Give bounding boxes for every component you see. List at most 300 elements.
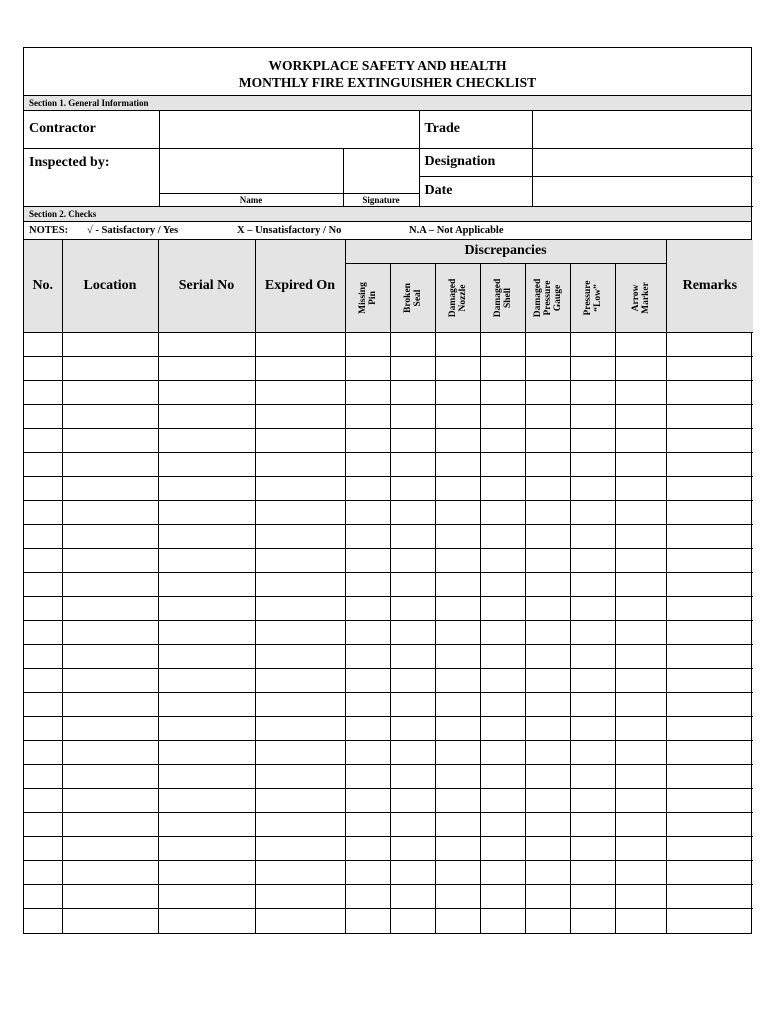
cell-remarks[interactable] xyxy=(666,597,753,621)
cell-broken-seal[interactable] xyxy=(390,861,435,885)
cell-location[interactable] xyxy=(62,357,158,381)
cell-expired-on[interactable] xyxy=(255,621,345,645)
cell-expired-on[interactable] xyxy=(255,453,345,477)
cell-arrow-marker[interactable] xyxy=(615,669,666,693)
cell-arrow-marker[interactable] xyxy=(615,909,666,933)
cell-damaged-nozzle[interactable] xyxy=(435,693,480,717)
cell-damaged-pressure-gauge[interactable] xyxy=(525,549,570,573)
cell-damaged-pressure-gauge[interactable] xyxy=(525,477,570,501)
cell-location[interactable] xyxy=(62,573,158,597)
cell-damaged-nozzle[interactable] xyxy=(435,357,480,381)
cell-expired-on[interactable] xyxy=(255,885,345,909)
cell-damaged-nozzle[interactable] xyxy=(435,621,480,645)
cell-damaged-pressure-gauge[interactable] xyxy=(525,741,570,765)
cell-expired-on[interactable] xyxy=(255,789,345,813)
cell-expired-on[interactable] xyxy=(255,717,345,741)
cell-broken-seal[interactable] xyxy=(390,717,435,741)
cell-location[interactable] xyxy=(62,861,158,885)
cell-pressure-low[interactable] xyxy=(570,837,615,861)
cell-no[interactable] xyxy=(24,765,62,789)
cell-location[interactable] xyxy=(62,813,158,837)
cell-broken-seal[interactable] xyxy=(390,621,435,645)
cell-remarks[interactable] xyxy=(666,357,753,381)
cell-location[interactable] xyxy=(62,909,158,933)
cell-damaged-pressure-gauge[interactable] xyxy=(525,453,570,477)
cell-damaged-shell[interactable] xyxy=(480,861,525,885)
cell-remarks[interactable] xyxy=(666,789,753,813)
cell-location[interactable] xyxy=(62,693,158,717)
cell-no[interactable] xyxy=(24,861,62,885)
cell-expired-on[interactable] xyxy=(255,549,345,573)
cell-damaged-nozzle[interactable] xyxy=(435,453,480,477)
cell-damaged-shell[interactable] xyxy=(480,357,525,381)
cell-pressure-low[interactable] xyxy=(570,909,615,933)
cell-arrow-marker[interactable] xyxy=(615,429,666,453)
cell-location[interactable] xyxy=(62,429,158,453)
cell-location[interactable] xyxy=(62,789,158,813)
cell-location[interactable] xyxy=(62,549,158,573)
cell-no[interactable] xyxy=(24,741,62,765)
cell-serial-no[interactable] xyxy=(158,837,255,861)
cell-location[interactable] xyxy=(62,381,158,405)
cell-damaged-pressure-gauge[interactable] xyxy=(525,525,570,549)
cell-serial-no[interactable] xyxy=(158,765,255,789)
cell-damaged-nozzle[interactable] xyxy=(435,861,480,885)
cell-location[interactable] xyxy=(62,645,158,669)
cell-damaged-nozzle[interactable] xyxy=(435,765,480,789)
cell-remarks[interactable] xyxy=(666,693,753,717)
cell-serial-no[interactable] xyxy=(158,885,255,909)
cell-damaged-nozzle[interactable] xyxy=(435,789,480,813)
cell-broken-seal[interactable] xyxy=(390,597,435,621)
cell-damaged-shell[interactable] xyxy=(480,837,525,861)
cell-no[interactable] xyxy=(24,405,62,429)
cell-damaged-shell[interactable] xyxy=(480,429,525,453)
cell-broken-seal[interactable] xyxy=(390,453,435,477)
cell-remarks[interactable] xyxy=(666,525,753,549)
cell-missing-pin[interactable] xyxy=(345,693,390,717)
cell-damaged-pressure-gauge[interactable] xyxy=(525,573,570,597)
cell-missing-pin[interactable] xyxy=(345,861,390,885)
cell-expired-on[interactable] xyxy=(255,597,345,621)
cell-no[interactable] xyxy=(24,885,62,909)
cell-remarks[interactable] xyxy=(666,381,753,405)
cell-location[interactable] xyxy=(62,405,158,429)
cell-pressure-low[interactable] xyxy=(570,813,615,837)
cell-broken-seal[interactable] xyxy=(390,765,435,789)
cell-remarks[interactable] xyxy=(666,741,753,765)
cell-arrow-marker[interactable] xyxy=(615,477,666,501)
cell-arrow-marker[interactable] xyxy=(615,621,666,645)
cell-location[interactable] xyxy=(62,765,158,789)
cell-remarks[interactable] xyxy=(666,333,753,357)
cell-broken-seal[interactable] xyxy=(390,429,435,453)
cell-remarks[interactable] xyxy=(666,909,753,933)
cell-missing-pin[interactable] xyxy=(345,429,390,453)
trade-field[interactable] xyxy=(532,111,753,148)
cell-pressure-low[interactable] xyxy=(570,789,615,813)
cell-no[interactable] xyxy=(24,453,62,477)
cell-arrow-marker[interactable] xyxy=(615,861,666,885)
cell-missing-pin[interactable] xyxy=(345,357,390,381)
cell-pressure-low[interactable] xyxy=(570,573,615,597)
cell-damaged-pressure-gauge[interactable] xyxy=(525,909,570,933)
cell-pressure-low[interactable] xyxy=(570,525,615,549)
cell-damaged-pressure-gauge[interactable] xyxy=(525,885,570,909)
cell-missing-pin[interactable] xyxy=(345,813,390,837)
cell-missing-pin[interactable] xyxy=(345,789,390,813)
cell-no[interactable] xyxy=(24,501,62,525)
cell-pressure-low[interactable] xyxy=(570,621,615,645)
cell-broken-seal[interactable] xyxy=(390,741,435,765)
cell-no[interactable] xyxy=(24,333,62,357)
cell-damaged-shell[interactable] xyxy=(480,453,525,477)
cell-arrow-marker[interactable] xyxy=(615,789,666,813)
cell-damaged-shell[interactable] xyxy=(480,381,525,405)
cell-pressure-low[interactable] xyxy=(570,549,615,573)
cell-pressure-low[interactable] xyxy=(570,477,615,501)
cell-damaged-pressure-gauge[interactable] xyxy=(525,597,570,621)
cell-arrow-marker[interactable] xyxy=(615,405,666,429)
cell-remarks[interactable] xyxy=(666,645,753,669)
cell-damaged-nozzle[interactable] xyxy=(435,405,480,429)
designation-field[interactable] xyxy=(532,148,753,176)
cell-expired-on[interactable] xyxy=(255,741,345,765)
cell-serial-no[interactable] xyxy=(158,789,255,813)
cell-expired-on[interactable] xyxy=(255,357,345,381)
cell-damaged-shell[interactable] xyxy=(480,333,525,357)
cell-remarks[interactable] xyxy=(666,621,753,645)
cell-damaged-pressure-gauge[interactable] xyxy=(525,693,570,717)
cell-arrow-marker[interactable] xyxy=(615,573,666,597)
cell-expired-on[interactable] xyxy=(255,381,345,405)
cell-missing-pin[interactable] xyxy=(345,573,390,597)
cell-serial-no[interactable] xyxy=(158,621,255,645)
cell-missing-pin[interactable] xyxy=(345,645,390,669)
cell-remarks[interactable] xyxy=(666,549,753,573)
cell-location[interactable] xyxy=(62,453,158,477)
cell-no[interactable] xyxy=(24,669,62,693)
cell-missing-pin[interactable] xyxy=(345,717,390,741)
cell-broken-seal[interactable] xyxy=(390,669,435,693)
cell-serial-no[interactable] xyxy=(158,333,255,357)
cell-serial-no[interactable] xyxy=(158,717,255,741)
cell-location[interactable] xyxy=(62,501,158,525)
cell-arrow-marker[interactable] xyxy=(615,693,666,717)
cell-damaged-shell[interactable] xyxy=(480,885,525,909)
cell-damaged-pressure-gauge[interactable] xyxy=(525,813,570,837)
cell-no[interactable] xyxy=(24,717,62,741)
cell-serial-no[interactable] xyxy=(158,501,255,525)
cell-serial-no[interactable] xyxy=(158,909,255,933)
cell-missing-pin[interactable] xyxy=(345,597,390,621)
cell-missing-pin[interactable] xyxy=(345,765,390,789)
cell-location[interactable] xyxy=(62,717,158,741)
cell-broken-seal[interactable] xyxy=(390,549,435,573)
cell-broken-seal[interactable] xyxy=(390,357,435,381)
cell-arrow-marker[interactable] xyxy=(615,813,666,837)
cell-expired-on[interactable] xyxy=(255,405,345,429)
cell-missing-pin[interactable] xyxy=(345,885,390,909)
cell-location[interactable] xyxy=(62,885,158,909)
cell-damaged-nozzle[interactable] xyxy=(435,813,480,837)
cell-location[interactable] xyxy=(62,597,158,621)
cell-expired-on[interactable] xyxy=(255,525,345,549)
cell-missing-pin[interactable] xyxy=(345,333,390,357)
cell-serial-no[interactable] xyxy=(158,669,255,693)
inspector-name-field[interactable] xyxy=(159,148,343,206)
cell-damaged-pressure-gauge[interactable] xyxy=(525,717,570,741)
cell-remarks[interactable] xyxy=(666,837,753,861)
cell-remarks[interactable] xyxy=(666,813,753,837)
cell-damaged-shell[interactable] xyxy=(480,909,525,933)
inspector-signature-field[interactable] xyxy=(343,148,419,206)
cell-serial-no[interactable] xyxy=(158,693,255,717)
cell-damaged-nozzle[interactable] xyxy=(435,669,480,693)
cell-damaged-nozzle[interactable] xyxy=(435,501,480,525)
cell-no[interactable] xyxy=(24,813,62,837)
cell-remarks[interactable] xyxy=(666,885,753,909)
cell-missing-pin[interactable] xyxy=(345,837,390,861)
cell-pressure-low[interactable] xyxy=(570,669,615,693)
cell-missing-pin[interactable] xyxy=(345,669,390,693)
cell-damaged-shell[interactable] xyxy=(480,597,525,621)
cell-remarks[interactable] xyxy=(666,765,753,789)
cell-no[interactable] xyxy=(24,477,62,501)
cell-serial-no[interactable] xyxy=(158,813,255,837)
cell-arrow-marker[interactable] xyxy=(615,885,666,909)
cell-expired-on[interactable] xyxy=(255,909,345,933)
cell-location[interactable] xyxy=(62,741,158,765)
cell-remarks[interactable] xyxy=(666,573,753,597)
cell-damaged-shell[interactable] xyxy=(480,669,525,693)
date-field[interactable] xyxy=(532,176,753,206)
cell-damaged-nozzle[interactable] xyxy=(435,477,480,501)
cell-damaged-pressure-gauge[interactable] xyxy=(525,765,570,789)
cell-serial-no[interactable] xyxy=(158,861,255,885)
cell-missing-pin[interactable] xyxy=(345,621,390,645)
cell-pressure-low[interactable] xyxy=(570,453,615,477)
cell-no[interactable] xyxy=(24,573,62,597)
cell-damaged-shell[interactable] xyxy=(480,717,525,741)
cell-damaged-nozzle[interactable] xyxy=(435,381,480,405)
cell-broken-seal[interactable] xyxy=(390,381,435,405)
cell-location[interactable] xyxy=(62,837,158,861)
cell-damaged-pressure-gauge[interactable] xyxy=(525,861,570,885)
cell-pressure-low[interactable] xyxy=(570,501,615,525)
cell-pressure-low[interactable] xyxy=(570,741,615,765)
cell-expired-on[interactable] xyxy=(255,429,345,453)
cell-no[interactable] xyxy=(24,621,62,645)
cell-expired-on[interactable] xyxy=(255,501,345,525)
cell-missing-pin[interactable] xyxy=(345,477,390,501)
cell-damaged-shell[interactable] xyxy=(480,693,525,717)
cell-broken-seal[interactable] xyxy=(390,525,435,549)
cell-damaged-nozzle[interactable] xyxy=(435,645,480,669)
cell-expired-on[interactable] xyxy=(255,333,345,357)
cell-location[interactable] xyxy=(62,669,158,693)
cell-damaged-pressure-gauge[interactable] xyxy=(525,669,570,693)
cell-missing-pin[interactable] xyxy=(345,909,390,933)
cell-pressure-low[interactable] xyxy=(570,429,615,453)
cell-no[interactable] xyxy=(24,357,62,381)
cell-remarks[interactable] xyxy=(666,477,753,501)
cell-damaged-shell[interactable] xyxy=(480,477,525,501)
cell-damaged-pressure-gauge[interactable] xyxy=(525,429,570,453)
cell-no[interactable] xyxy=(24,693,62,717)
cell-damaged-shell[interactable] xyxy=(480,765,525,789)
cell-serial-no[interactable] xyxy=(158,381,255,405)
cell-missing-pin[interactable] xyxy=(345,501,390,525)
cell-broken-seal[interactable] xyxy=(390,909,435,933)
cell-arrow-marker[interactable] xyxy=(615,525,666,549)
cell-damaged-shell[interactable] xyxy=(480,621,525,645)
cell-no[interactable] xyxy=(24,837,62,861)
cell-expired-on[interactable] xyxy=(255,645,345,669)
cell-remarks[interactable] xyxy=(666,717,753,741)
cell-location[interactable] xyxy=(62,525,158,549)
cell-arrow-marker[interactable] xyxy=(615,645,666,669)
cell-damaged-shell[interactable] xyxy=(480,501,525,525)
cell-expired-on[interactable] xyxy=(255,861,345,885)
cell-expired-on[interactable] xyxy=(255,837,345,861)
cell-pressure-low[interactable] xyxy=(570,717,615,741)
cell-damaged-nozzle[interactable] xyxy=(435,741,480,765)
cell-damaged-pressure-gauge[interactable] xyxy=(525,405,570,429)
cell-remarks[interactable] xyxy=(666,501,753,525)
cell-damaged-pressure-gauge[interactable] xyxy=(525,381,570,405)
cell-broken-seal[interactable] xyxy=(390,333,435,357)
cell-remarks[interactable] xyxy=(666,669,753,693)
cell-pressure-low[interactable] xyxy=(570,645,615,669)
cell-serial-no[interactable] xyxy=(158,429,255,453)
cell-damaged-nozzle[interactable] xyxy=(435,597,480,621)
cell-serial-no[interactable] xyxy=(158,477,255,501)
cell-expired-on[interactable] xyxy=(255,669,345,693)
cell-remarks[interactable] xyxy=(666,861,753,885)
cell-damaged-shell[interactable] xyxy=(480,525,525,549)
cell-serial-no[interactable] xyxy=(158,573,255,597)
cell-damaged-shell[interactable] xyxy=(480,549,525,573)
cell-broken-seal[interactable] xyxy=(390,813,435,837)
cell-pressure-low[interactable] xyxy=(570,693,615,717)
cell-missing-pin[interactable] xyxy=(345,381,390,405)
cell-damaged-nozzle[interactable] xyxy=(435,429,480,453)
cell-no[interactable] xyxy=(24,381,62,405)
cell-arrow-marker[interactable] xyxy=(615,741,666,765)
cell-no[interactable] xyxy=(24,789,62,813)
cell-expired-on[interactable] xyxy=(255,573,345,597)
cell-arrow-marker[interactable] xyxy=(615,597,666,621)
cell-arrow-marker[interactable] xyxy=(615,765,666,789)
cell-broken-seal[interactable] xyxy=(390,501,435,525)
cell-missing-pin[interactable] xyxy=(345,405,390,429)
cell-location[interactable] xyxy=(62,621,158,645)
cell-damaged-pressure-gauge[interactable] xyxy=(525,357,570,381)
cell-expired-on[interactable] xyxy=(255,813,345,837)
cell-arrow-marker[interactable] xyxy=(615,381,666,405)
cell-remarks[interactable] xyxy=(666,453,753,477)
cell-broken-seal[interactable] xyxy=(390,573,435,597)
cell-expired-on[interactable] xyxy=(255,693,345,717)
cell-arrow-marker[interactable] xyxy=(615,501,666,525)
cell-arrow-marker[interactable] xyxy=(615,717,666,741)
cell-serial-no[interactable] xyxy=(158,405,255,429)
cell-arrow-marker[interactable] xyxy=(615,549,666,573)
cell-serial-no[interactable] xyxy=(158,645,255,669)
cell-damaged-nozzle[interactable] xyxy=(435,525,480,549)
cell-serial-no[interactable] xyxy=(158,549,255,573)
cell-damaged-nozzle[interactable] xyxy=(435,333,480,357)
cell-location[interactable] xyxy=(62,333,158,357)
cell-serial-no[interactable] xyxy=(158,453,255,477)
cell-no[interactable] xyxy=(24,909,62,933)
cell-damaged-pressure-gauge[interactable] xyxy=(525,645,570,669)
cell-damaged-shell[interactable] xyxy=(480,789,525,813)
cell-damaged-nozzle[interactable] xyxy=(435,549,480,573)
cell-serial-no[interactable] xyxy=(158,741,255,765)
cell-damaged-nozzle[interactable] xyxy=(435,885,480,909)
cell-arrow-marker[interactable] xyxy=(615,333,666,357)
contractor-field[interactable] xyxy=(159,111,419,148)
cell-damaged-nozzle[interactable] xyxy=(435,573,480,597)
cell-expired-on[interactable] xyxy=(255,477,345,501)
cell-damaged-nozzle[interactable] xyxy=(435,837,480,861)
cell-pressure-low[interactable] xyxy=(570,405,615,429)
cell-damaged-pressure-gauge[interactable] xyxy=(525,837,570,861)
cell-serial-no[interactable] xyxy=(158,597,255,621)
cell-broken-seal[interactable] xyxy=(390,405,435,429)
cell-broken-seal[interactable] xyxy=(390,645,435,669)
cell-no[interactable] xyxy=(24,645,62,669)
cell-broken-seal[interactable] xyxy=(390,885,435,909)
cell-damaged-pressure-gauge[interactable] xyxy=(525,621,570,645)
cell-damaged-shell[interactable] xyxy=(480,741,525,765)
cell-damaged-shell[interactable] xyxy=(480,813,525,837)
cell-broken-seal[interactable] xyxy=(390,789,435,813)
cell-pressure-low[interactable] xyxy=(570,861,615,885)
cell-broken-seal[interactable] xyxy=(390,693,435,717)
cell-arrow-marker[interactable] xyxy=(615,453,666,477)
cell-pressure-low[interactable] xyxy=(570,885,615,909)
cell-damaged-shell[interactable] xyxy=(480,405,525,429)
cell-pressure-low[interactable] xyxy=(570,381,615,405)
cell-missing-pin[interactable] xyxy=(345,453,390,477)
cell-remarks[interactable] xyxy=(666,429,753,453)
cell-no[interactable] xyxy=(24,549,62,573)
cell-pressure-low[interactable] xyxy=(570,597,615,621)
cell-broken-seal[interactable] xyxy=(390,837,435,861)
cell-remarks[interactable] xyxy=(666,405,753,429)
cell-serial-no[interactable] xyxy=(158,525,255,549)
cell-damaged-shell[interactable] xyxy=(480,573,525,597)
cell-serial-no[interactable] xyxy=(158,357,255,381)
cell-location[interactable] xyxy=(62,477,158,501)
cell-pressure-low[interactable] xyxy=(570,357,615,381)
cell-pressure-low[interactable] xyxy=(570,765,615,789)
cell-damaged-nozzle[interactable] xyxy=(435,717,480,741)
cell-missing-pin[interactable] xyxy=(345,549,390,573)
cell-missing-pin[interactable] xyxy=(345,525,390,549)
cell-damaged-pressure-gauge[interactable] xyxy=(525,789,570,813)
cell-broken-seal[interactable] xyxy=(390,477,435,501)
cell-no[interactable] xyxy=(24,525,62,549)
cell-damaged-pressure-gauge[interactable] xyxy=(525,501,570,525)
cell-missing-pin[interactable] xyxy=(345,741,390,765)
cell-expired-on[interactable] xyxy=(255,765,345,789)
cell-damaged-pressure-gauge[interactable] xyxy=(525,333,570,357)
cell-no[interactable] xyxy=(24,597,62,621)
